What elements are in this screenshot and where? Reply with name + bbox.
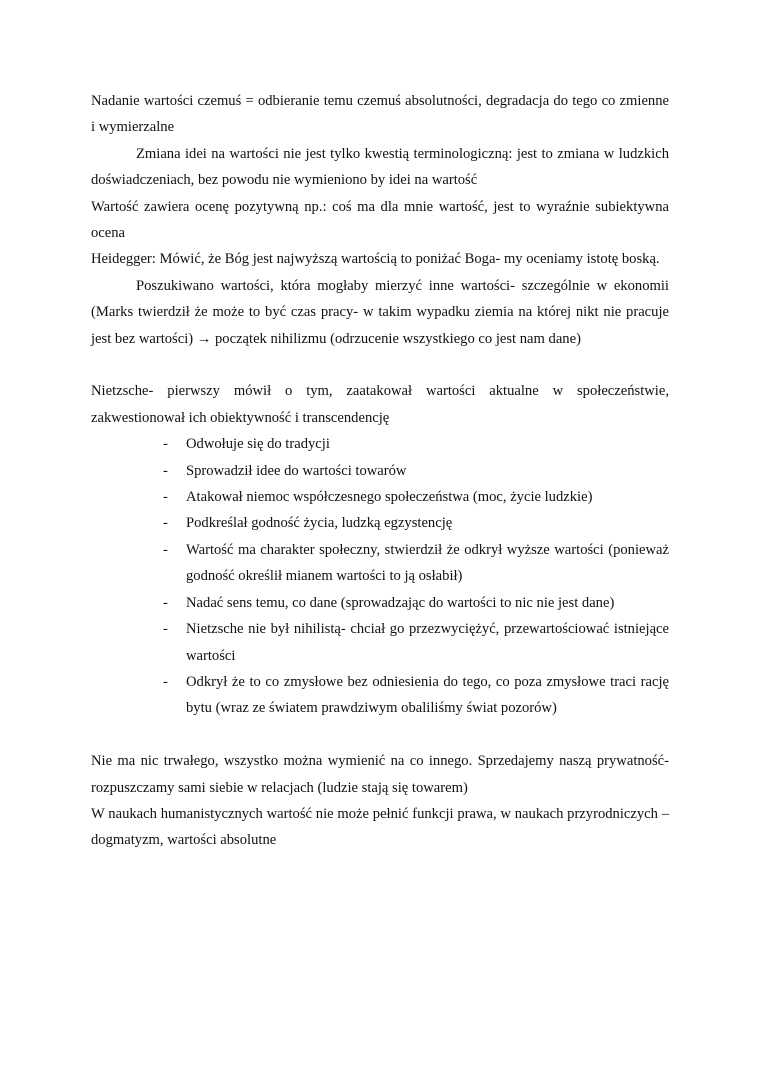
list-item-text: Odwołuje się do tradycji <box>186 436 330 453</box>
paragraph-value-assignment: Nadanie wartości czemuś = odbieranie temu czemuś absolutności, degradacja do tego co zmienne i wymierzalne <box>91 93 669 136</box>
list-item <box>91 590 669 616</box>
paragraph-idea-change: Zmiana idei na wartości nie jest tylko kwestią terminologiczną: jest to zmiana w ludzkich doświadczeniach, bez powodu nie wymieniono by idei na wartość <box>91 145 669 189</box>
paragraph-nothing-permanent: Nie ma nic trwałego, wszystko można wymienić na co innego. Sprzedajemy naszą prywatność- rozpuszczamy sami siebie w relacjach (ludzie stają się towarem) <box>91 753 669 796</box>
paragraph-heidegger: Heidegger: Mówić, że Bóg jest najwyższą wartością to poniżać Boga- my oceniamy istotę boską. <box>91 251 660 268</box>
bullet-dash: - <box>163 621 168 638</box>
list-item-text: Nadać sens temu, co dane (sprowadzając do wartości to nic nie jest dane) <box>186 594 615 611</box>
paragraph-positive-evaluation: Wartość zawiera ocenę pozytywną np.: coś ma dla mnie wartość, jest to wyraźnie subiektywna ocena <box>91 198 669 242</box>
list-item <box>91 510 669 536</box>
list-item-text: Atakował niemoc współczesnego społeczeństwa (moc, życie ludzkie) <box>186 489 593 506</box>
list-item-text: Podkreślał godność życia, ludzką egzystencję <box>186 515 453 532</box>
list-item-text: Wartość ma charakter społeczny, stwierdził że odkrył wyższe wartości (ponieważ godność określił mianem wartości to ją osłabił) <box>186 541 669 585</box>
list-item <box>91 458 669 484</box>
bullet-dash: - <box>163 462 168 479</box>
bullet-dash: - <box>163 515 168 532</box>
bullet-dash: - <box>163 541 168 558</box>
blank-line <box>91 722 669 748</box>
document-text <box>91 88 669 854</box>
list-item <box>91 431 669 457</box>
blank-line <box>91 352 669 378</box>
bullet-dash: - <box>163 489 168 506</box>
list-item <box>91 669 669 722</box>
list-item <box>91 484 669 510</box>
nietzsche-bullet-list <box>91 431 669 721</box>
list-item <box>91 537 669 590</box>
list-item-text: Nietzsche nie był nihilistą- chciał go przezwyciężyć, przewartościować istniejące wartości <box>186 621 669 664</box>
bullet-dash: - <box>163 436 168 453</box>
paragraph-nietzsche-intro: Nietzsche- pierwszy mówił o tym, zaatakował wartości aktualne w społeczeństwie, zakwestionował ich obiektywność i transcendencję <box>91 383 669 426</box>
list-item-text: Odkrył że to co zmysłowe bez odniesienia do tego, co poza zmysłowe traci rację bytu (wraz ze światem prawdziwym obaliliśmy świat pozorów) <box>186 673 669 717</box>
bullet-dash: - <box>163 594 168 611</box>
list-item-text: Sprowadził idee do wartości towarów <box>186 462 407 479</box>
list-item <box>91 616 669 669</box>
bullet-dash: - <box>163 673 168 690</box>
paragraph-humanities: W naukach humanistycznych wartość nie może pełnić funkcji prawa, w naukach przyrodniczych – dogmatyzm, wartości absolutne <box>91 805 669 849</box>
paragraph-measuring-value: Poszukiwano wartości, która mogłaby mierzyć inne wartości- szczególnie w ekonomii (Marks twierdził że może to być czas pracy- w takim wypadku ziemia na której nikt nie pracuje jest bez wartości) → początek nihilizmu (odrzucenie wszystkiego co jest nam dane) <box>91 277 669 347</box>
